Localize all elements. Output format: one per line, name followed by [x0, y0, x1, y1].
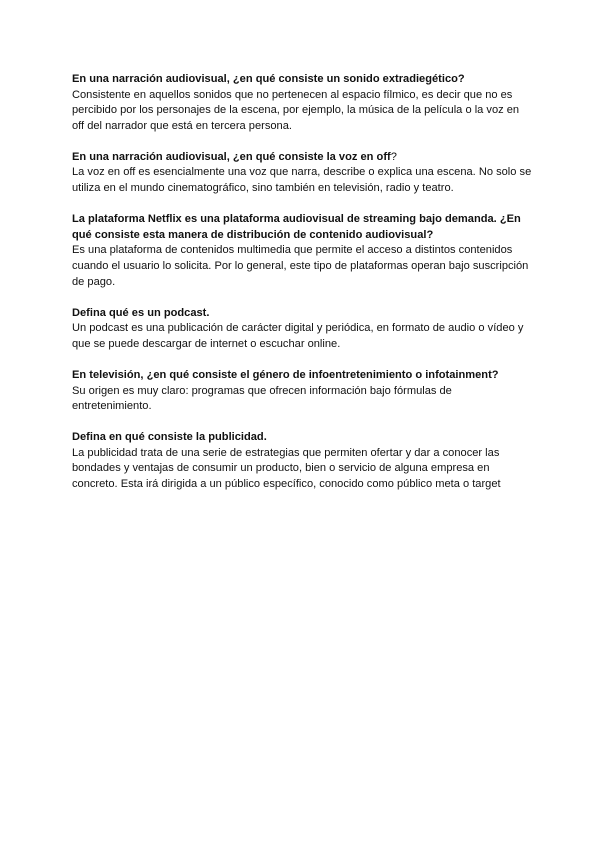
question-heading: [72, 212, 534, 243]
question-text: La plataforma Netflix es una plataforma audiovisual de streaming bajo demanda. ¿En qué consiste esta manera de distribución de contenido audiovisual?: [72, 213, 521, 241]
question-heading: [72, 368, 534, 384]
answer-paragraph: Es una plataforma de contenidos multimedia que permite el acceso a distintos contenidos cuando el usuario lo solicita. Por lo general, este tipo de plataformas operan bajo suscripción de pago.: [72, 244, 529, 288]
answer-paragraph: Un podcast es una publicación de carácter digital y periódica, en formato de audio o vídeo y que se puede descargar de internet o escuchar online.: [72, 322, 524, 350]
qa-block-publicidad: [72, 430, 534, 492]
qa-block-podcast: [72, 306, 534, 353]
question-heading: [72, 430, 534, 446]
question-text: Defina qué es un podcast.: [72, 306, 210, 319]
question-heading: [72, 306, 534, 322]
answer-paragraph: Consistente en aquellos sonidos que no pertenecen al espacio fílmico, es decir que no es percibido por los personajes de la escena, por ejemplo, la música de la película o la voz en off del narrador que está en tercera persona.: [72, 88, 520, 132]
qa-block-netflix-streaming: [72, 212, 534, 290]
question-text: En una narración audiovisual, ¿en qué consiste la voz en off: [72, 150, 391, 163]
qa-block-voz-en-off: [72, 150, 534, 197]
qa-block-sonido-extradiegetico: [72, 72, 534, 134]
question-text: En una narración audiovisual, ¿en qué consiste un sonido extradiegético?: [72, 73, 465, 85]
question-tail: ?: [390, 150, 397, 163]
question-text: Defina en qué consiste la publicidad.: [72, 431, 267, 444]
question-heading: [72, 150, 534, 166]
question-text: En televisión, ¿en qué consiste el género de infoentretenimiento o infotainment?: [72, 368, 499, 381]
answer-paragraph: La publicidad trata de una serie de estrategias que permiten ofertar y dar a conocer las bondades y ventajas de consumir un producto, bien o servicio de alguna empresa en concreto. Esta irá dirigida a un público específico, conocido como público meta o target: [72, 446, 501, 490]
qa-block-infoentretenimiento: [72, 368, 534, 415]
answer-paragraph: La voz en off es esencialmente una voz que narra, describe o explica una escena. No solo se utiliza en el mundo cinematográfico, sino también en televisión, radio y teatro.: [72, 166, 532, 195]
question-heading: [72, 72, 534, 88]
answer-paragraph: Su origen es muy claro: programas que ofrecen información bajo fórmulas de entretenimiento.: [72, 384, 452, 413]
document-page: [72, 72, 534, 508]
